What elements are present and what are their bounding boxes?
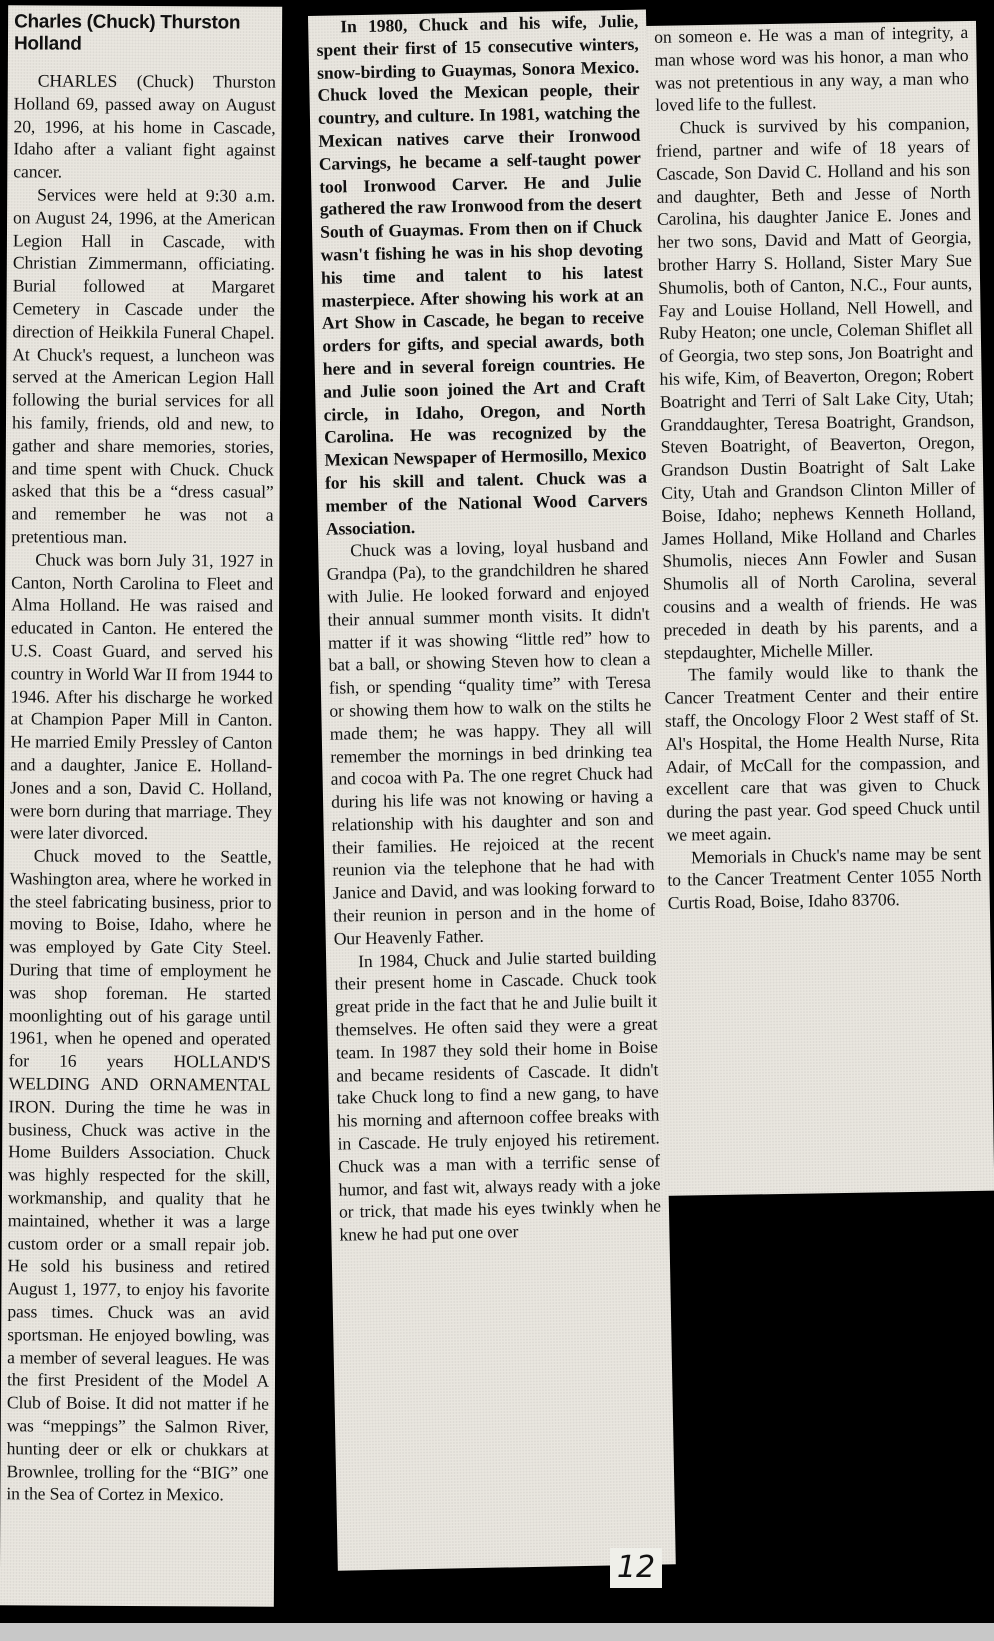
paragraph: Services were held at 9:30 a.m. on August 24, 1996, at the American Legion Hall in Cascade, with Christian Zimmermann, officiating. Burial followed at Margaret Cemetery in Cascade under the direction of Heikkila Funeral Chapel. At Chuck's request, a luncheon was served at the American Legion Hall following the burial services for all his family, friends, old and new, to gather and share memories, stories, and time spent with Chuck. Chuck asked that this be a “dress casual” and remember he was not a pretentious man. [11,184,276,547]
paragraph: Chuck moved to the Seattle, Washington area, where he worked in the steel fabricating business, prior to moving to Boise, Idaho, where he was employed by Gate City Steel. During that time of employment he was shop foreman. He started moonlighting out of his garage until 1961, when he opened and operated for 16 years HOLLAND'S WELDING AND ORNAMENTAL IRON. During the time he was in business, Chuck was active in the Home Builders Association. Chuck was highly respected for the skill, workmanship, and quality that he maintained, whether it was a large custom order or a small repair job. He sold his business and retired August 1, 1977, to enjoy his favorite pass times. Chuck was an avid sportsman. He enjoyed bowling, was a member of several leagues. He was the first President of the Model A Club of Boise. It did not matter if he was “meppings” the Salmon River, hunting deer or elk or chukkars at Brownlee, trolling for the “BIG” one in the Sea of Cortez in Mexico. [6,845,272,1505]
headline: Charles (Chuck) Thurston Holland [13,11,241,55]
paragraph: on someon e. He was a man of integrity, a man whose word was his honor, a man who was not pretentious in any way, a man who loved life to the fullest. [654,21,970,116]
clipping-column-1 [0,5,282,1606]
paragraph: The family would like to thank the Cancer Treatment Center and their entire staff, the Oncology Floor 2 West staff of St. Al's Hospital, the Home Health Nurse, Rita Adair, of McCall for the compassion, and excellent care that was given to Chuck during the past year. God speed Chuck until we meet again. [664,660,981,845]
paragraph: In 1984, Chuck and Julie started building their present home in Cascade. Chuck took great pride in the fact that he and Julie built it themselves. He often said they were a great team. In 1987 they sold their home in Boise and became residents of Cascade. It didn't take Chuck long to find a new gang, to have his morning and afternoon coffee breaks with in Cascade. He truly enjoyed his retirement. Chuck was a man with a terrific sense of humor, and fast wit, always ready with a joke or trick, that made his eyes twinkly when he knew he had put one over [334,945,662,1245]
paragraph: In 1980, Chuck and his wife, Julie, spent their first of 15 consecutive winters, snow-birding to Guaymas, Sonora Mexico. Chuck loved the Mexican people, their country, and culture. In 1981, watching the Mexican natives carve their Ironwood Carvings, he became a self-taught power tool Ironwood Carver. He and Julie gathered the raw Ironwood from the desert South of Guaymas. From then on if Chuck wasn't fishing he was in his shop devoting his time and talent to his latest masterpiece. After showing his work at an Art Show in Cascade, he began to receive orders for gifts, and special awards, both here and in several foreign countries. He and Julie soon joined the Art and Craft circle, in Idaho, Oregon, and North Carolina. He was recognized by the Mexican Newspaper of Hermosillo, Mexico for his skill and talent. Chuck was a member of the National Wood Carvers Association. [316,10,648,539]
paragraph: Chuck was a loving, loyal husband and Grandpa (Pa), to the grandchildren he shared with Julie. He looked forward and enjoyed their annual summer month visits. It didn't matter if it was showing “little red” how to bat a ball, or showing Steven how to clean a fish, or spending “quality time” with Teresa or showing them how to walk on the stilts he made them; he was happy. They all will remember the mornings in bed drinking tea and cocoa with Pa. The one regret Chuck had during his life was not knowing or having a relationship with his daughter and son and their families. He rejoiced at the recent reunion via the telephone that he had with Janice and David, and was looking forward to their reunion in person and in the home of Our Heavenly Father. [326,534,656,949]
page-number: 12 [610,1548,662,1588]
paragraph: Chuck is survived by his companion, friend, partner and wife of 18 years of Cascade, Son David C. Holland and his son and daughter, Beth and Jesse of North Carolina, his daughter Janice E. Jones and her two sons, David and Matt of Georgia, brother Harry S. Holland, Sister Mary Sue Shumolis, both of Canton, N.C., Four aunts, Fay and Louise Holland, Nell Howell, and Ruby Heaton; one uncle, Coleman Shiflet all of Georgia, two step sons, Jon Boatright and his wife, Kim, of Beaverton, Oregon; Robert Boatright and Terri of Salt Lake City, Utah; Granddaughter, Teresa Boatright, Grandson, Steven Boatright, of Beaverton, Oregon, Grandson Dustin Boatright of Salt Lake City, Utah and Grandson Clinton Miller of Boise, Idaho; nephews Kenneth Holland, James Holland, Mike Holland and Charles Shumolis, nieces Ann Fowler and Susan Shumolis all of North Carolina, several cousins and a wealth of friends. He was preceded in death by his parents, and a stepdaughter, Michelle Miller. [655,113,978,663]
clipping-column-3 [646,21,994,1196]
paragraph: CHARLES (Chuck) Thurston Holland 69, passed away on August 20, 1996, at his home in Cascade, Idaho after a valiant fight against cancer. [13,70,276,182]
scan-edge [0,1623,994,1641]
clipping-column-2 [308,10,676,1571]
paragraph: Memorials in Chuck's name may be sent to the Cancer Treatment Center 1055 North Curtis Road, Boise, Idaho 83706. [667,842,982,914]
paragraph: Chuck was born July 31, 1927 in Canton, North Carolina to Fleet and Alma Holland. He was raised and educated in Canton. He entered the U.S. Coast Guard, and served his country in World War II from 1944 to 1946. After his discharge he worked at Champion Paper Mill in Canton. He married Emily Pressley of Canton and a daughter, Janice E. Holland-Jones and a son, David C. Holland, were born during that marriage. They were later divorced. [9,549,274,844]
